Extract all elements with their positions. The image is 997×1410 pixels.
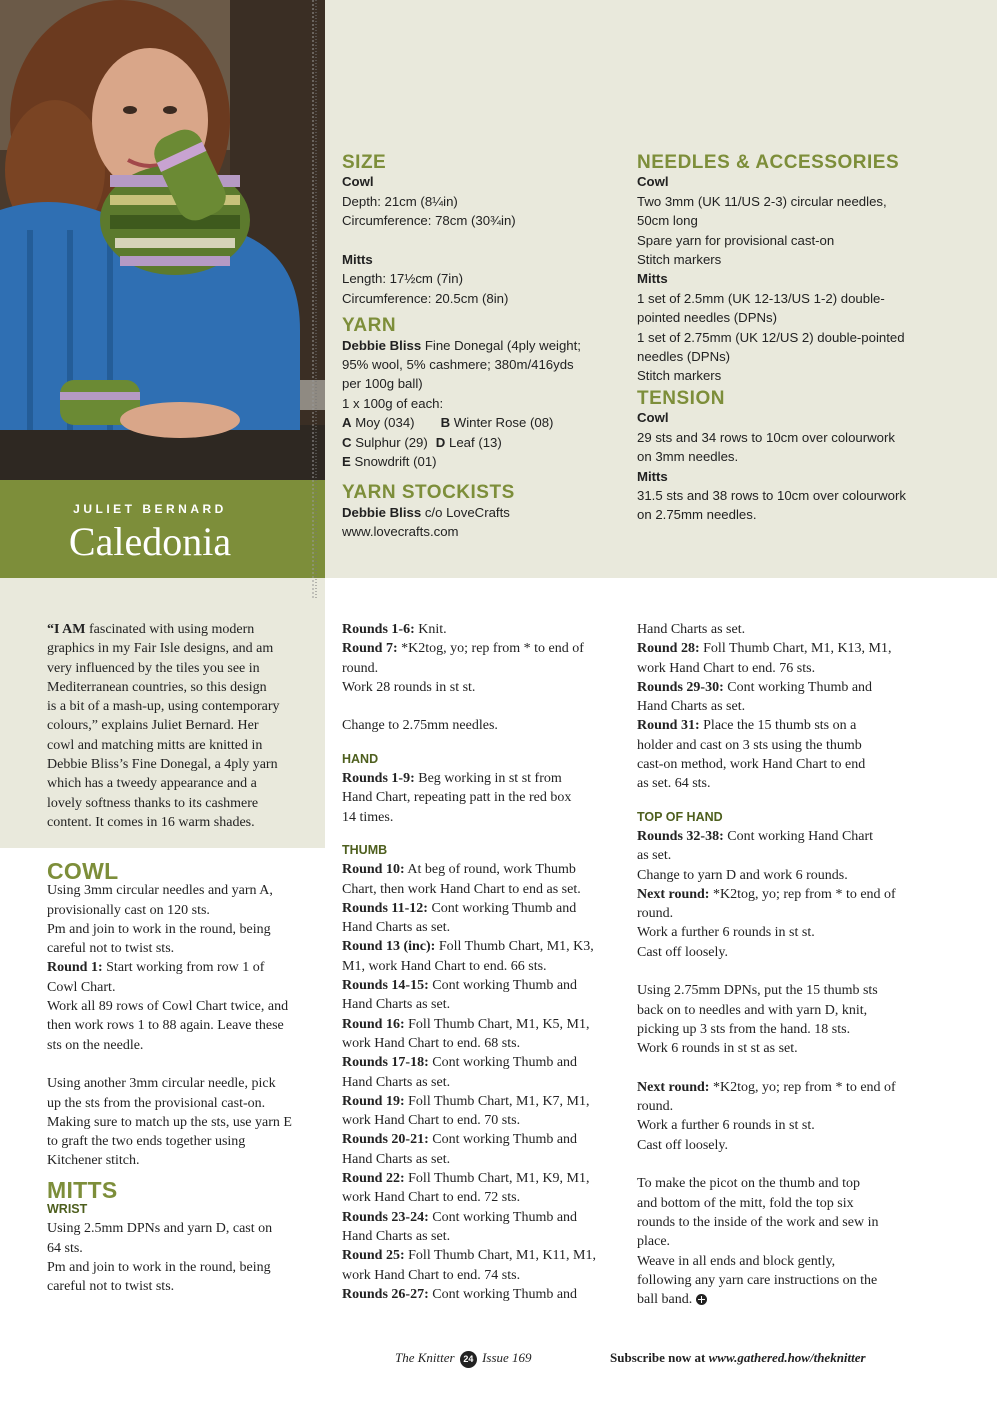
instruction-row <box>342 1130 622 1149</box>
yarn-line-3: per 100g ball) <box>342 376 423 392</box>
yarn-colour-letter: D <box>435 434 446 450</box>
yarn-line-2: 95% wool, 5% cashmere; 380m/416yds <box>342 357 574 373</box>
instruction-row <box>342 899 622 918</box>
subscribe-url[interactable]: www.gathered.how/theknitter <box>708 1350 866 1365</box>
yarn-line-4: 1 x 100g of each: <box>342 395 444 411</box>
round-text: Work a further 6 rounds in st st. <box>637 1118 815 1134</box>
intro-line: lovely softness thanks to its cashmere <box>47 795 259 811</box>
instruction-line: ball band. <box>637 1292 693 1308</box>
instruction-line: rounds to the inside of the work and sew in <box>637 1214 879 1230</box>
instruction-line: Using 3mm circular needles and yarn A, <box>47 883 273 899</box>
intro-paragraph <box>47 620 317 832</box>
needles-cowl-line: Stitch markers <box>637 252 722 268</box>
intro-line: graphics in my Fair Isle designs, and am <box>47 641 274 657</box>
instruction-row <box>342 1111 622 1130</box>
instruction-row <box>637 1097 922 1116</box>
instruction-line: Change to 2.75mm needles. <box>342 718 498 734</box>
tension-cowl-label: Cowl <box>637 410 669 426</box>
intro-line: Debbie Bliss’s Fine Donegal, a 4ply yarn <box>47 757 278 773</box>
size-mitts-label: Mitts <box>342 252 373 268</box>
round-text: Cont working Thumb and <box>432 1132 578 1148</box>
instruction-row <box>637 659 922 678</box>
binding-spine <box>302 0 324 600</box>
tension-mitts-line: on 2.75mm needles. <box>637 507 757 523</box>
needles-mitts-line: 1 set of 2.75mm (UK 12/US 2) double-pointed <box>637 329 905 345</box>
instruction-line: Using another 3mm circular needle, pick <box>47 1076 276 1092</box>
round-label: Round 13 (inc): <box>342 939 436 955</box>
round-label: Rounds 11-12: <box>342 900 428 916</box>
round-text: Foll Thumb Chart, M1, K13, M1, <box>703 641 892 657</box>
instruction-line: picking up 3 sts from the hand. 18 sts. <box>637 1021 851 1037</box>
round-label: Round 16: <box>342 1016 405 1032</box>
round-label: Rounds 32-38: <box>637 828 724 844</box>
cowl-heading: COWL <box>47 858 119 884</box>
instruction-line: provisionally cast on 120 sts. <box>47 902 210 918</box>
page-number: 24 <box>460 1351 477 1368</box>
size-mitts-circumference: Circumference: 20.5cm (8in) <box>342 290 509 306</box>
yarn-colour-letter: E <box>342 454 351 470</box>
round-text: Place the 15 thumb sts on a <box>703 718 857 734</box>
yarn-colour-name: Leaf (13) <box>448 434 502 450</box>
intro-line: Mediterranean countries, so this design <box>47 679 267 695</box>
round-text: Hand Charts as set. <box>342 997 451 1013</box>
instruction-row <box>637 1078 922 1097</box>
needles-heading: NEEDLES & ACCESSORIES <box>637 152 900 173</box>
round-label: Rounds 29-30: <box>637 679 724 695</box>
hand-heading: HAND <box>342 751 379 766</box>
size-mitts-length: Length: 17½cm (7in) <box>342 271 463 287</box>
yarn-colours-row-2 <box>342 433 617 452</box>
stockists-brand: Debbie Bliss <box>342 504 422 520</box>
instruction-line: To make the picot on the thumb and top <box>637 1176 860 1192</box>
tension-cowl-line: on 3mm needles. <box>637 449 739 465</box>
round-text: At beg of round, work Thumb <box>407 862 576 878</box>
round-label: Round 10: <box>342 862 405 878</box>
intro-line: fascinated with using modern <box>89 622 255 637</box>
instruction-row <box>637 774 922 793</box>
round-text: *K2tog, yo; rep from * to end of <box>712 1079 896 1095</box>
round-text: work Hand Chart to end. 70 sts. <box>342 1113 521 1129</box>
instruction-line: then work rows 1 to 88 again. Leave these <box>47 1018 284 1034</box>
round-text: *K2tog, yo; rep from * to end of <box>712 886 896 902</box>
instruction-row <box>342 1266 622 1285</box>
instruction-line: and bottom of the mitt, fold the top six <box>637 1195 854 1211</box>
needles-mitts-line: pointed needles (DPNs) <box>637 310 778 326</box>
stitch-binding-decoration <box>302 0 324 600</box>
subscribe-label: Subscribe now at <box>610 1350 706 1365</box>
instruction-row <box>342 1150 622 1169</box>
instruction-row <box>342 1034 622 1053</box>
instruction-line: Pm and join to work in the round, being <box>47 1259 271 1275</box>
round-text: Foll Thumb Chart, M1, K5, M1, <box>408 1016 590 1032</box>
instruction-row <box>342 1188 622 1207</box>
stockists-line <box>342 503 617 522</box>
round-text: work Hand Chart to end. 76 sts. <box>637 660 816 676</box>
instruction-row <box>342 1015 622 1034</box>
instruction-row <box>342 1208 622 1227</box>
tension-mitts-line: 31.5 sts and 38 rows to 10cm over colourwork <box>637 487 907 503</box>
instruction-row <box>342 1227 622 1246</box>
thumb-finish-rows <box>637 1078 922 1155</box>
model-wearing-cowl-illustration <box>0 0 325 480</box>
instruction-row <box>637 716 922 735</box>
round-text: Chart, then work Hand Chart to end as set. <box>342 881 581 897</box>
round-label: Round 25: <box>342 1248 405 1264</box>
yarn-line-1 <box>342 336 617 355</box>
magazine-name: The Knitter <box>395 1350 455 1365</box>
tension-cowl-line: 29 sts and 34 rows to 10cm over colourwork <box>637 429 896 445</box>
instruction-row <box>637 639 922 658</box>
tension-mitts-label: Mitts <box>637 468 668 484</box>
instruction-line: Using 2.5mm DPNs and yarn D, cast on <box>47 1221 273 1237</box>
instruction-row <box>637 1116 922 1135</box>
intro-lead: “I AM <box>47 622 86 637</box>
instruction-row <box>342 1073 622 1092</box>
instruction-line: Kitchener stitch. <box>47 1153 140 1169</box>
round-text: Hand Charts as set. <box>637 699 746 715</box>
yarn-colour-letter: C <box>342 434 352 450</box>
size-section <box>342 153 617 542</box>
title-banner <box>0 480 325 578</box>
intro-line: cowl and matching mitts are knitted in <box>47 737 263 753</box>
instruction-line: Cowl Chart. <box>47 979 116 995</box>
intro-line: colours,” explains Juliet Bernard. Her <box>47 718 259 734</box>
round-label: Next round: <box>637 886 710 902</box>
instruction-row <box>342 880 622 899</box>
instruction-line: sts on the needle. <box>47 1037 144 1053</box>
round-text: Foll Thumb Chart, M1, K3, <box>438 939 594 955</box>
instruction-line: Weave in all ends and block gently, <box>637 1253 836 1269</box>
yarn-colour-name: Snowdrift (01) <box>354 454 437 470</box>
instruction-line: careful not to twist sts. <box>47 941 175 957</box>
round-text: cast-on method, work Hand Chart to end <box>637 757 866 773</box>
instruction-row <box>637 678 922 697</box>
intro-line: is a bit of a mash-up, using contemporary <box>47 699 280 715</box>
round-text: round. <box>637 906 674 922</box>
needles-cowl-label: Cowl <box>637 174 669 190</box>
instruction-row <box>342 1246 622 1265</box>
round-label: Rounds 26-27: <box>342 1286 429 1302</box>
pattern-title: Caledonia <box>68 519 232 564</box>
round-text: 14 times. <box>342 809 394 825</box>
round-text: Cont working Thumb and <box>727 679 873 695</box>
instruction-row <box>637 866 922 885</box>
round-label: Rounds 23-24: <box>342 1209 429 1225</box>
round-text: Start working from row 1 of <box>106 960 265 976</box>
round-text: Hand Charts as set. <box>637 622 746 637</box>
instruction-line: Using 2.75mm DPNs, put the 15 thumb sts <box>637 983 878 999</box>
instruction-row <box>637 697 922 716</box>
instruction-row <box>342 1092 622 1111</box>
needles-mitts-line: needles (DPNs) <box>637 349 731 365</box>
thumb-rows <box>342 860 622 1304</box>
round-text: Hand Chart, repeating patt in the red box <box>342 790 572 806</box>
instruction-row <box>637 620 922 639</box>
instruction-row <box>637 885 922 904</box>
round-text: Cont working Thumb and <box>432 1209 578 1225</box>
top-of-hand-instructions <box>637 620 922 1309</box>
instruction-line: careful not to twist sts. <box>47 1279 175 1295</box>
thumb-heading: THUMB <box>342 842 388 857</box>
round-text: Work a further 6 rounds in st st. <box>637 925 815 941</box>
instruction-row <box>637 846 922 865</box>
round-text: Cont working Thumb and <box>432 1055 578 1071</box>
footer-subscribe <box>610 1350 866 1366</box>
yarn-colour-name: Sulphur (29) <box>355 434 428 450</box>
instruction-row <box>637 1136 922 1155</box>
needles-cowl-line: Two 3mm (UK 11/US 2-3) circular needles, <box>637 193 887 209</box>
round-label: Rounds 20-21: <box>342 1132 429 1148</box>
instruction-line: place. <box>637 1234 671 1250</box>
yarn-brand: Debbie Bliss <box>342 337 422 353</box>
round-text: work Hand Chart to end. 68 sts. <box>342 1035 521 1051</box>
intro-line: which has a tweedy appearance and a <box>47 776 257 792</box>
end-mark-icon <box>696 1294 707 1305</box>
round-text: Cont working Thumb and <box>431 900 577 916</box>
footer-magazine <box>395 1350 532 1368</box>
round-text: holder and cast on 3 sts using the thumb <box>637 737 862 753</box>
instruction-row <box>342 957 622 976</box>
round-text: as set. 64 sts. <box>637 776 711 792</box>
instruction-line: Work all 89 rows of Cowl Chart twice, and <box>47 999 289 1015</box>
round-text: Foll Thumb Chart, M1, K9, M1, <box>408 1171 590 1187</box>
instruction-row <box>342 918 622 937</box>
round-label: Round 28: <box>637 641 700 657</box>
round-text: Cont working Hand Chart <box>727 828 874 844</box>
needles-cowl-line: 50cm long <box>637 213 698 229</box>
size-cowl-circumference: Circumference: 78cm (30¾in) <box>342 213 516 229</box>
round-text: Cast off loosely. <box>637 944 728 960</box>
round-text: Knit. <box>418 622 447 637</box>
instruction-line: Making sure to match up the sts, use yarn E <box>47 1114 292 1130</box>
stockists-text: c/o LoveCrafts <box>424 504 510 520</box>
designer-name: JULIET BERNARD <box>73 502 227 516</box>
needles-mitts-line: Stitch markers <box>637 368 722 384</box>
issue-number: Issue 169 <box>482 1350 532 1365</box>
size-cowl-label: Cowl <box>342 174 374 190</box>
yarn-colour-name: Moy (034) <box>355 415 415 431</box>
round-text: Foll Thumb Chart, M1, K11, M1, <box>408 1248 596 1264</box>
instruction-row <box>637 827 922 846</box>
round-label: Rounds 14-15: <box>342 978 429 994</box>
round-text: round. <box>637 1099 674 1115</box>
intro-line: content. It comes in 16 warm shades. <box>47 814 255 830</box>
instruction-row <box>342 995 622 1014</box>
needles-section <box>637 153 937 525</box>
round-label: Rounds 1-9: <box>342 771 415 787</box>
instruction-row <box>342 1285 622 1304</box>
instruction-row <box>637 755 922 774</box>
round-text: Change to yarn D and work 6 rounds. <box>637 867 848 883</box>
round-label: Round 31: <box>637 718 700 734</box>
thumb-rows-cont <box>637 620 922 794</box>
tension-heading: TENSION <box>637 387 725 409</box>
instruction-row <box>342 1169 622 1188</box>
round-text: M1, work Hand Chart to end. 66 sts. <box>342 958 547 974</box>
round-label: Rounds 17-18: <box>342 1055 429 1071</box>
round-text: Hand Charts as set. <box>342 1074 451 1090</box>
instruction-line: following any yarn care instructions on the <box>637 1272 878 1288</box>
round-text: Hand Charts as set. <box>342 1151 451 1167</box>
model-photo <box>0 0 325 480</box>
round-text: *K2tog, yo; rep from * to end of <box>401 641 584 657</box>
top-of-hand-heading: TOP OF HAND <box>637 809 723 824</box>
yarn-colour-letter: B <box>440 415 451 431</box>
needles-mitts-label: Mitts <box>637 271 668 287</box>
top-of-hand-rows <box>637 827 922 962</box>
instruction-row <box>637 904 922 923</box>
round-label: Round 22: <box>342 1171 405 1187</box>
instruction-row <box>637 923 922 942</box>
wrist-heading: WRIST <box>47 1202 88 1217</box>
instruction-row <box>637 943 922 962</box>
needles-mitts-line: 1 set of 2.5mm (UK 12-13/US 1-2) double- <box>637 290 885 306</box>
instruction-row <box>342 1053 622 1072</box>
round-text: Foll Thumb Chart, M1, K7, M1, <box>408 1093 590 1109</box>
round-text: Cast off loosely. <box>637 1137 728 1153</box>
round-text: work Hand Chart to end. 72 sts. <box>342 1190 521 1206</box>
round-text: Hand Charts as set. <box>342 1228 451 1244</box>
round-text: as set. <box>637 848 672 864</box>
instruction-line: 64 sts. <box>47 1240 83 1256</box>
yarn-colour-letter: A <box>342 415 352 431</box>
yarn-colours-row-3 <box>342 452 617 471</box>
size-heading: SIZE <box>342 152 387 173</box>
round-text: round. <box>342 660 379 676</box>
stockists-heading: YARN STOCKISTS <box>342 482 515 504</box>
instruction-line: Pm and join to work in the round, being <box>47 921 271 937</box>
round-text: Cont working Thumb and <box>432 1286 578 1302</box>
size-cowl-depth: Depth: 21cm (8¼in) <box>342 193 458 209</box>
instruction-row <box>342 976 622 995</box>
stockists-url[interactable]: www.lovecrafts.com <box>342 524 459 540</box>
instruction-row <box>342 937 622 956</box>
instruction-line: back on to needles and with yarn D, knit, <box>637 1002 868 1018</box>
round-text: work Hand Chart to end. 74 sts. <box>342 1267 521 1283</box>
instruction-row <box>637 736 922 755</box>
round-text: Beg working in st st from <box>418 771 562 787</box>
yarn-heading: YARN <box>342 315 397 337</box>
instruction-line: up the sts from the provisional cast-on. <box>47 1095 266 1111</box>
round-label: Round 1: <box>47 960 103 976</box>
round-text: Cont working Thumb and <box>432 978 578 994</box>
yarn-colours-row-1 <box>342 413 617 432</box>
mitts-heading: MITTS <box>47 1176 118 1203</box>
round-text: Work 28 rounds in st st. <box>342 679 476 695</box>
intro-line: very influenced by the tiles you see in <box>47 660 260 676</box>
yarn-text-1: Fine Donegal (4ply weight; <box>424 337 581 353</box>
round-label: Round 7: <box>342 641 398 657</box>
yarn-colour-name: Winter Rose (08) <box>453 415 554 431</box>
needles-cowl-line: Spare yarn for provisional cast-on <box>637 232 835 248</box>
round-text: Hand Charts as set. <box>342 920 451 936</box>
instruction-row <box>342 860 622 879</box>
instruction-line: Work 6 rounds in st st as set. <box>637 1041 798 1057</box>
instruction-line: to graft the two ends together using <box>47 1134 246 1150</box>
round-label: Next round: <box>637 1079 710 1095</box>
round-label: Rounds 1-6: <box>342 622 415 637</box>
hand-thumb-instructions <box>342 620 622 1304</box>
cowl-instructions <box>47 858 322 1297</box>
round-label: Round 19: <box>342 1093 405 1109</box>
